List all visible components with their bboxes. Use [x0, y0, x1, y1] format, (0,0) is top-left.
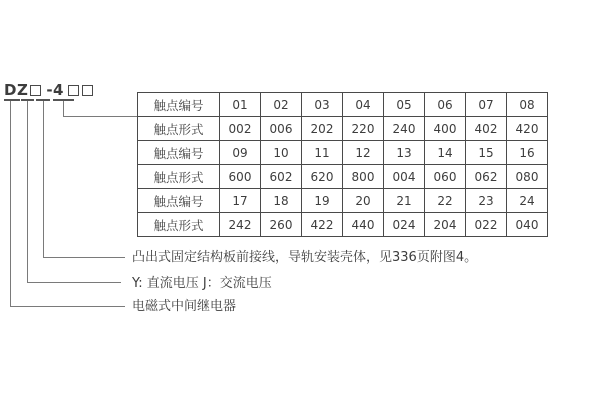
- table-row: [138, 141, 548, 165]
- table-cell: 260: [261, 213, 302, 237]
- table-cell: 006: [261, 117, 302, 141]
- connector-vertical-structure: [43, 101, 44, 258]
- connector-vertical-voltage: [27, 101, 28, 283]
- table-cell: 220: [343, 117, 384, 141]
- connector-horizontal-voltage: [27, 282, 121, 283]
- row-header: 触点编号: [138, 189, 220, 213]
- row-header: 触点编号: [138, 93, 220, 117]
- table-cell: 202: [302, 117, 343, 141]
- table-cell: 11: [302, 141, 343, 165]
- table-cell: 20: [343, 189, 384, 213]
- table-cell: 440: [343, 213, 384, 237]
- connector-horizontal-relay-type: [10, 306, 125, 307]
- table-cell: 23: [466, 189, 507, 213]
- legend-voltage-codes: Y: 直流电压 J：交流电压: [132, 276, 272, 291]
- model-code-box-contact-1: [68, 85, 79, 96]
- legend-relay-type: 电磁式中间继电器: [132, 299, 237, 314]
- table-cell: 22: [425, 189, 466, 213]
- table-cell: 08: [507, 93, 548, 117]
- table-cell: 400: [425, 117, 466, 141]
- model-code-box-contact-2: [82, 85, 93, 96]
- table-cell: 620: [302, 165, 343, 189]
- model-code-series: -4: [46, 81, 64, 99]
- table-cell: 602: [261, 165, 302, 189]
- connector-vertical-relay-type: [10, 101, 11, 307]
- row-header: 触点编号: [138, 141, 220, 165]
- table-cell: 240: [384, 117, 425, 141]
- model-code-box-voltage: [30, 85, 41, 96]
- table-cell: 024: [384, 213, 425, 237]
- table-cell: 242: [220, 213, 261, 237]
- table-cell: 17: [220, 189, 261, 213]
- contact-code-table: [137, 92, 548, 237]
- table-row: [138, 93, 548, 117]
- table-cell: 02: [261, 93, 302, 117]
- table-cell: 06: [425, 93, 466, 117]
- table-row: [138, 189, 548, 213]
- row-header: 触点形式: [138, 117, 220, 141]
- table-cell: 16: [507, 141, 548, 165]
- table-cell: 040: [507, 213, 548, 237]
- table-cell: 600: [220, 165, 261, 189]
- table-cell: 09: [220, 141, 261, 165]
- table-cell: 05: [384, 93, 425, 117]
- table-cell: 07: [466, 93, 507, 117]
- table-cell: 03: [302, 93, 343, 117]
- table-cell: 004: [384, 165, 425, 189]
- table-cell: 800: [343, 165, 384, 189]
- table-cell: 21: [384, 189, 425, 213]
- row-header: 触点形式: [138, 213, 220, 237]
- table-cell: 14: [425, 141, 466, 165]
- model-code-prefix: DZ: [4, 81, 29, 99]
- connector-horizontal-contact-table: [63, 116, 137, 117]
- table-cell: 18: [261, 189, 302, 213]
- table-cell: 04: [343, 93, 384, 117]
- table-cell: 422: [302, 213, 343, 237]
- table-cell: 15: [466, 141, 507, 165]
- table-cell: 062: [466, 165, 507, 189]
- connector-vertical-contact-table: [63, 101, 64, 117]
- connector-horizontal-structure: [43, 257, 125, 258]
- table-cell: 12: [343, 141, 384, 165]
- table-row: [138, 213, 548, 237]
- table-cell: 19: [302, 189, 343, 213]
- table-row: [138, 117, 548, 141]
- table-cell: 420: [507, 117, 548, 141]
- table-cell: 402: [466, 117, 507, 141]
- table-cell: 24: [507, 189, 548, 213]
- table-cell: 002: [220, 117, 261, 141]
- table-cell: 080: [507, 165, 548, 189]
- legend-structure-note: 凸出式固定结构板前接线，导轨安装壳体，见336页附图4。: [132, 250, 478, 265]
- row-header: 触点形式: [138, 165, 220, 189]
- table-cell: 060: [425, 165, 466, 189]
- table-cell: 10: [261, 141, 302, 165]
- table-cell: 13: [384, 141, 425, 165]
- table-cell: 01: [220, 93, 261, 117]
- table-cell: 204: [425, 213, 466, 237]
- underbar-prefix: [4, 99, 20, 101]
- model-code-label: [4, 81, 93, 99]
- table-cell: 022: [466, 213, 507, 237]
- table-row: [138, 165, 548, 189]
